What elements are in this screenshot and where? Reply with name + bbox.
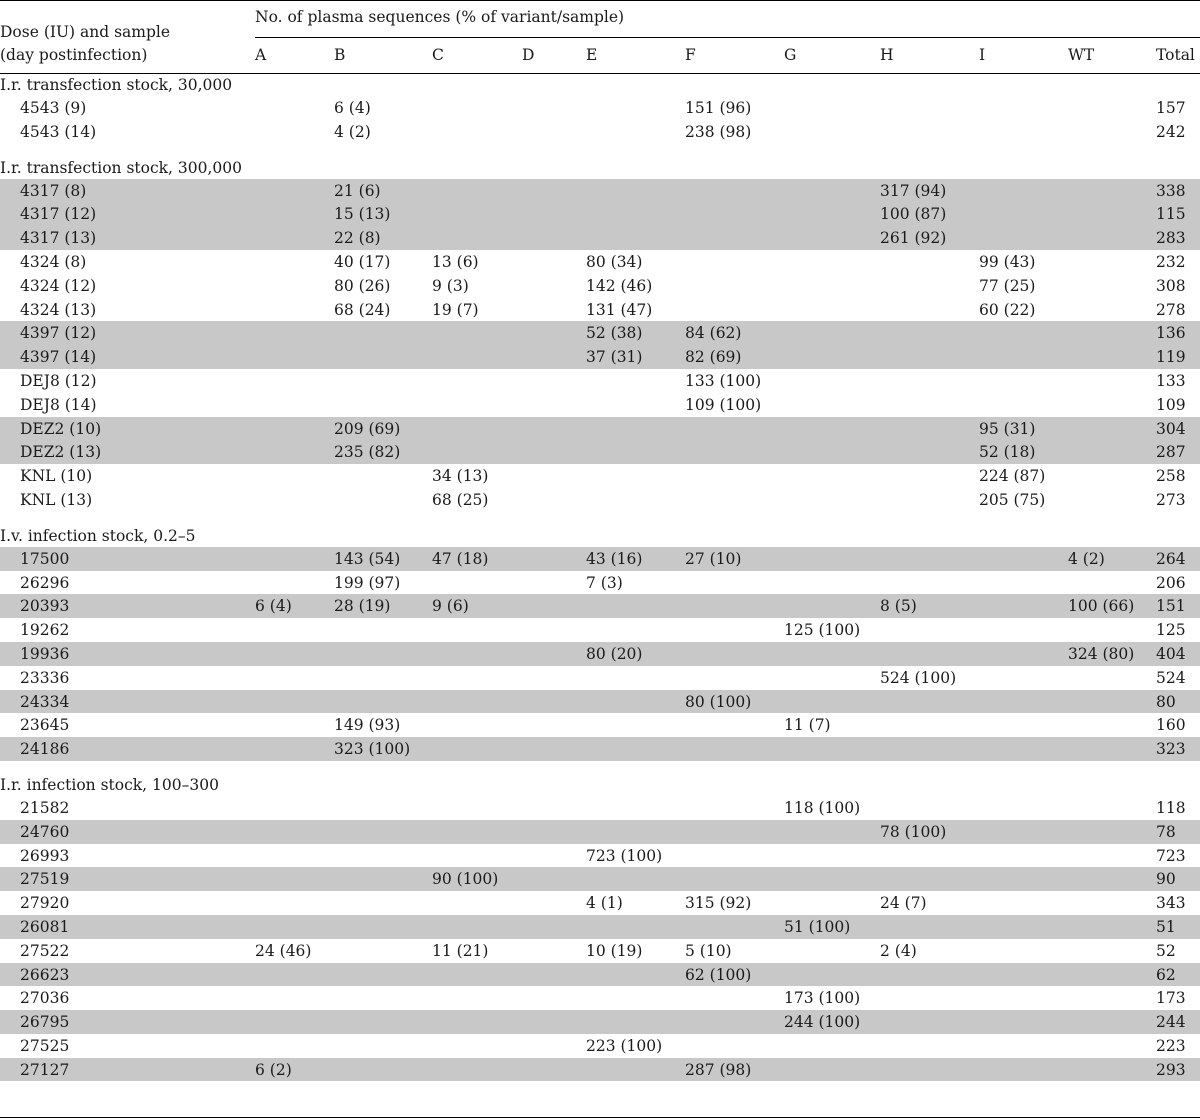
table-cell: 343: [1156, 894, 1186, 913]
table-cell: 62 (100): [685, 965, 752, 984]
table-cell: 235 (82): [334, 443, 401, 462]
table-cell: 238 (98): [685, 122, 752, 141]
table-cell: 308: [1156, 276, 1186, 295]
dose-header-line1: Dose (IU) and sample: [0, 23, 171, 41]
table-cell: 4 (1): [586, 894, 623, 913]
table-row: [0, 915, 1200, 939]
table-row: [0, 796, 1200, 820]
table-row: [0, 1058, 1200, 1082]
table-row: [0, 713, 1200, 737]
table-cell: 77 (25): [979, 276, 1036, 295]
table-cell: 133 (100): [685, 371, 762, 390]
table-cell: 6 (4): [334, 99, 371, 117]
table-cell: 118 (100): [784, 798, 861, 817]
row-label: KNL (13): [20, 490, 93, 509]
table-cell: 261 (92): [880, 229, 947, 248]
table-cell: 173 (100): [784, 989, 861, 1008]
table-cell: 24 (46): [255, 941, 312, 960]
row-label: 27127: [20, 1060, 70, 1079]
table-row: [0, 618, 1200, 642]
table-cell: 2 (4): [880, 941, 917, 960]
table-cell: 90: [1156, 870, 1176, 889]
table-row: [0, 891, 1200, 915]
table-cell: 125 (100): [784, 621, 861, 640]
table-cell: 264: [1156, 549, 1186, 568]
table-row: [0, 642, 1200, 666]
table-row: [0, 594, 1200, 618]
table-row: [0, 547, 1200, 571]
table-cell: 52 (38): [586, 324, 643, 343]
table-cell: 68 (25): [432, 490, 489, 509]
table-cell: 84 (62): [685, 324, 742, 343]
table-cell: 119: [1156, 348, 1186, 367]
table-cell: 52: [1156, 941, 1176, 960]
table-cell: 7 (3): [586, 573, 623, 592]
table-row: [0, 345, 1200, 369]
section-spacer: [0, 761, 1200, 772]
row-label: 4324 (13): [20, 300, 97, 319]
table-cell: 273: [1156, 490, 1186, 509]
table-cell: 142 (46): [586, 276, 653, 295]
table-body: [0, 72, 1200, 1081]
table-cell: 8 (5): [880, 597, 917, 616]
section-title: I.r. transfection stock, 30,000: [0, 76, 233, 94]
table-row: [0, 369, 1200, 393]
row-label: 4317 (12): [20, 205, 97, 224]
table-cell: 51 (100): [784, 917, 851, 936]
table-cell: 99 (43): [979, 252, 1036, 271]
table-cell: 404: [1156, 644, 1186, 663]
row-label: 26795: [20, 1013, 70, 1032]
table-cell: 149 (93): [334, 716, 401, 735]
table-row: [0, 464, 1200, 488]
table-cell: 206: [1156, 573, 1186, 592]
row-label: 4324 (8): [20, 252, 87, 271]
table-cell: 115: [1156, 205, 1186, 224]
table-cell: 131 (47): [586, 300, 653, 319]
table-cell: 47 (18): [432, 549, 489, 568]
table-cell: 9 (6): [432, 597, 469, 616]
table-row: [0, 737, 1200, 761]
table-cell: 27 (10): [685, 549, 742, 568]
table-cell: 34 (13): [432, 467, 489, 486]
table-cell: 151 (96): [685, 99, 752, 117]
row-label: DEZ2 (13): [20, 443, 102, 462]
table-cell: 5 (10): [685, 941, 732, 960]
table-cell: 125: [1156, 621, 1186, 640]
table-cell: 78: [1156, 822, 1176, 841]
section-heading: [0, 772, 1200, 796]
table-cell: 51: [1156, 917, 1176, 936]
table-row: [0, 666, 1200, 690]
row-label: 27920: [20, 894, 70, 913]
row-label: 24334: [20, 692, 70, 711]
table-cell: 9 (3): [432, 276, 469, 295]
table-row: [0, 202, 1200, 226]
column-header-e: E: [586, 46, 598, 64]
row-label: 19262: [20, 621, 70, 640]
row-label: 17500: [20, 549, 70, 568]
table-cell: 258: [1156, 467, 1186, 486]
row-label: 4397 (14): [20, 348, 97, 367]
row-label: 27525: [20, 1036, 70, 1055]
table-cell: 6 (4): [255, 597, 292, 616]
table-cell: 205 (75): [979, 490, 1046, 509]
table-row: [0, 488, 1200, 512]
table-cell: 133: [1156, 371, 1186, 390]
table-cell: 80 (100): [685, 692, 752, 711]
table-cell: 287: [1156, 443, 1186, 462]
table-cell: 278: [1156, 300, 1186, 319]
column-header-a: A: [255, 46, 267, 64]
table-header: [0, 0, 1200, 74]
table-cell: 723 (100): [586, 846, 663, 865]
row-label: 4543 (14): [20, 122, 97, 141]
table-cell: 118: [1156, 798, 1186, 817]
table-row: [0, 321, 1200, 345]
table-row: [0, 844, 1200, 868]
table-cell: 293: [1156, 1060, 1186, 1079]
row-label: KNL (10): [20, 467, 93, 486]
table-cell: 173: [1156, 989, 1186, 1008]
table-cell: 283: [1156, 229, 1186, 248]
row-label: 21582: [20, 798, 70, 817]
row-label: 19936: [20, 644, 70, 663]
section-spacer: [0, 512, 1200, 523]
table-cell: 80 (20): [586, 644, 643, 663]
row-label: 24760: [20, 822, 70, 841]
table-cell: 43 (16): [586, 549, 643, 568]
table-cell: 11 (21): [432, 941, 489, 960]
table-cell: 136: [1156, 324, 1186, 343]
section-title: I.r. transfection stock, 300,000: [0, 158, 242, 177]
table-cell: 82 (69): [685, 348, 742, 367]
table-cell: 524 (100): [880, 668, 957, 687]
column-header-wt: WT: [1068, 46, 1095, 64]
table-cell: 4 (2): [334, 122, 371, 141]
row-label: 26623: [20, 965, 70, 984]
table-row: [0, 820, 1200, 844]
table-row: [0, 571, 1200, 595]
row-label: 23645: [20, 716, 70, 735]
row-label: 27522: [20, 941, 70, 960]
row-label: 4543 (9): [20, 99, 87, 117]
table-cell: 315 (92): [685, 894, 752, 913]
table-cell: 109: [1156, 395, 1186, 414]
table-cell: 22 (8): [334, 229, 381, 248]
row-label: 4324 (12): [20, 276, 97, 295]
table-cell: 223 (100): [586, 1036, 663, 1055]
table-row: [0, 417, 1200, 441]
table-row: [0, 690, 1200, 714]
table-cell: 68 (24): [334, 300, 391, 319]
table-row: [0, 440, 1200, 464]
table-cell: 80 (26): [334, 276, 391, 295]
table-bottom-rule: [0, 1117, 1200, 1118]
table-cell: 80 (34): [586, 252, 643, 271]
row-label: 24186: [20, 740, 70, 759]
table-cell: 338: [1156, 181, 1186, 200]
table-cell: 13 (6): [432, 252, 479, 271]
table-cell: 160: [1156, 716, 1186, 735]
row-label: 26296: [20, 573, 70, 592]
section-heading: [0, 155, 1200, 179]
row-label: 4317 (13): [20, 229, 97, 248]
table-cell: 21 (6): [334, 181, 381, 200]
table-cell: 60 (22): [979, 300, 1036, 319]
table-cell: 62: [1156, 965, 1176, 984]
table-cell: 78 (100): [880, 822, 947, 841]
table-row: [0, 1034, 1200, 1058]
row-label: 26081: [20, 917, 70, 936]
table-cell: 100 (66): [1068, 597, 1135, 616]
row-label: 4317 (8): [20, 181, 87, 200]
table-row: [0, 939, 1200, 963]
header-rule: [255, 37, 1200, 38]
row-label: DEZ2 (10): [20, 419, 102, 438]
table-cell: 323 (100): [334, 740, 411, 759]
column-header-d: D: [522, 46, 535, 64]
row-label: 23336: [20, 668, 70, 687]
table-row: [0, 250, 1200, 274]
table-cell: 324 (80): [1068, 644, 1135, 663]
table-cell: 40 (17): [334, 252, 391, 271]
table-cell: 95 (31): [979, 419, 1036, 438]
column-header-g: G: [784, 46, 797, 64]
table-cell: 52 (18): [979, 443, 1036, 462]
section-spacer: [0, 144, 1200, 155]
table-cell: 100 (87): [880, 205, 947, 224]
table-cell: 209 (69): [334, 419, 401, 438]
table-row: [0, 393, 1200, 417]
table-cell: 28 (19): [334, 597, 391, 616]
table-cell: 6 (2): [255, 1060, 292, 1079]
table-cell: 19 (7): [432, 300, 479, 319]
column-header-f: F: [685, 46, 696, 64]
row-label: 26993: [20, 846, 70, 865]
table-cell: 143 (54): [334, 549, 401, 568]
table-cell: 317 (94): [880, 181, 947, 200]
column-header-i: I: [979, 46, 986, 64]
column-header-total: Total: [1156, 46, 1195, 64]
table-row: [0, 963, 1200, 987]
table-cell: 90 (100): [432, 870, 499, 889]
table-cell: 151: [1156, 597, 1186, 616]
table-cell: 37 (31): [586, 348, 643, 367]
table-cell: 224 (87): [979, 467, 1046, 486]
row-label: DEJ8 (12): [20, 371, 97, 390]
section-heading: [0, 523, 1200, 547]
table-row: [0, 1010, 1200, 1034]
table-cell: 304: [1156, 419, 1186, 438]
table-cell: 244: [1156, 1013, 1186, 1032]
table-row: [0, 179, 1200, 203]
table-cell: 10 (19): [586, 941, 643, 960]
table-row: [0, 274, 1200, 298]
table-row: [0, 120, 1200, 144]
section-title: I.r. infection stock, 100–300: [0, 775, 219, 794]
table-cell: 80: [1156, 692, 1176, 711]
table-cell: 109 (100): [685, 395, 762, 414]
table-cell: 4 (2): [1068, 549, 1105, 568]
table-row: [0, 298, 1200, 322]
table-cell: 223: [1156, 1036, 1186, 1055]
table-cell: 323: [1156, 740, 1186, 759]
table-row: [0, 226, 1200, 250]
table-cell: 287 (98): [685, 1060, 752, 1079]
table-row: [0, 986, 1200, 1010]
table-cell: 24 (7): [880, 894, 927, 913]
table-cell: 723: [1156, 846, 1186, 865]
row-label: 27036: [20, 989, 70, 1008]
table-cell: 11 (7): [784, 716, 831, 735]
table-cell: 232: [1156, 252, 1186, 271]
column-header-b: B: [334, 46, 346, 64]
section-heading: [0, 72, 1200, 96]
table-cell: 157: [1156, 99, 1186, 117]
table-cell: 242: [1156, 122, 1186, 141]
group-header: No. of plasma sequences (% of variant/sample): [255, 8, 625, 26]
table-cell: 199 (97): [334, 573, 401, 592]
table-cell: 15 (13): [334, 205, 391, 224]
row-label: DEJ8 (14): [20, 395, 97, 414]
table-cell: 244 (100): [784, 1013, 861, 1032]
table-cell: 524: [1156, 668, 1186, 687]
column-header-h: H: [880, 46, 894, 64]
row-label: 20393: [20, 597, 70, 616]
row-label: 27519: [20, 870, 70, 889]
section-title: I.v. infection stock, 0.2–5: [0, 526, 196, 545]
table-row: [0, 96, 1200, 120]
column-header-c: C: [432, 46, 444, 64]
row-label: 4397 (12): [20, 324, 97, 343]
table-row: [0, 867, 1200, 891]
dose-header-line2: (day postinfection): [0, 46, 148, 64]
